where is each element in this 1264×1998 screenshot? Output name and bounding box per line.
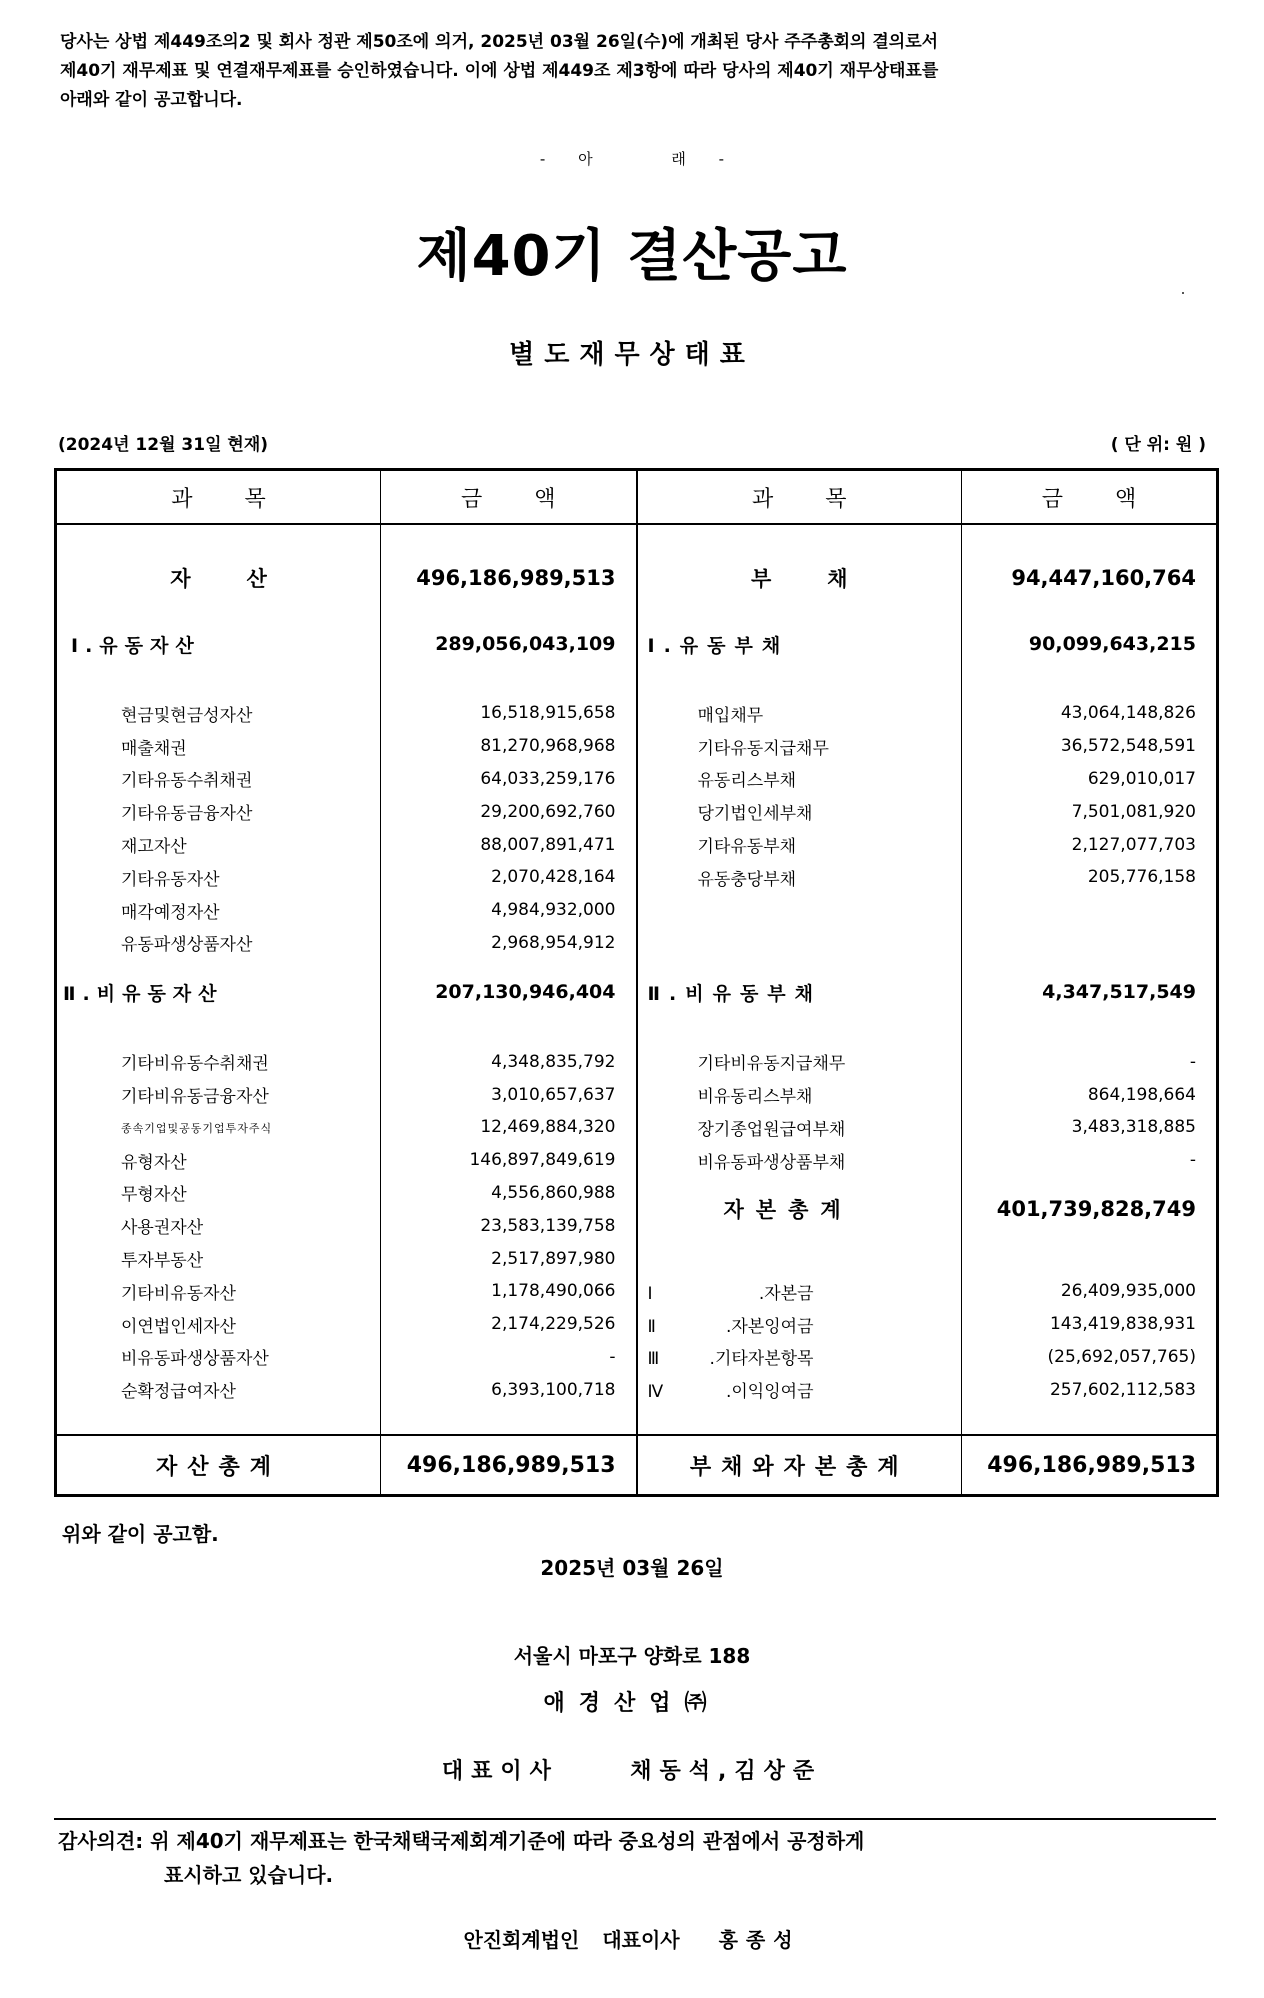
- sheet-title: 별도재무상태표: [509, 340, 755, 370]
- current-assets-amount: 289,056,043,109: [381, 611, 637, 677]
- header-amount: 금액: [381, 470, 637, 525]
- company-address: 서울시 마포구 양화로 188: [513, 1644, 751, 1668]
- account-amount: 23,583,139,758: [381, 1209, 637, 1242]
- table-row: [56, 1242, 1218, 1275]
- account-amount: 64,033,259,176: [381, 763, 637, 796]
- account-amount: 2,517,897,980: [381, 1242, 637, 1275]
- assets-label: 자산: [170, 567, 323, 591]
- page-title: 제40기 결산공고: [416, 224, 848, 289]
- account-amount: 26,409,935,000: [962, 1275, 1218, 1308]
- account-amount: 257,602,112,583: [962, 1373, 1218, 1406]
- account-label: 비유동파생상품부채: [637, 1144, 962, 1177]
- account-amount: 3,010,657,637: [381, 1078, 637, 1111]
- account-label: Ⅰ.자본금: [637, 1275, 962, 1308]
- account-amount: 146,897,849,619: [381, 1144, 637, 1177]
- account-amount: 4,348,835,792: [381, 1045, 637, 1078]
- intro-line: 아래와 같이 공고합니다.: [60, 90, 243, 110]
- table-row: [56, 1275, 1218, 1308]
- auditor-firm: 안진회계법인: [463, 1928, 580, 1952]
- liabilities-total: 94,447,160,764: [962, 545, 1218, 611]
- account-label: 순확정급여자산: [121, 1382, 236, 1403]
- table-row: [56, 1144, 1218, 1177]
- noncurrent-liabilities-amount: 4,347,517,549: [962, 959, 1218, 1025]
- equity-amount: 401,739,828,749: [962, 1177, 1218, 1243]
- account-amount: 205,776,158: [962, 861, 1218, 894]
- as-of-date: (2024년 12월 31일 현재): [58, 435, 269, 455]
- total-liab-equity-amount: 496,186,989,513: [962, 1435, 1218, 1496]
- account-label: 기타비유동금융자산: [121, 1087, 269, 1108]
- account-label: 당기법인세부채: [637, 795, 962, 828]
- company-name: 애경산업㈜: [543, 1691, 721, 1716]
- table-row: [56, 763, 1218, 796]
- account-label: 유동충당부채: [637, 861, 962, 894]
- sub-marker-char: 래: [671, 150, 686, 168]
- account-amount: 2,968,954,912: [381, 927, 637, 960]
- intro-paragraph: [60, 28, 1180, 115]
- table-header-row: [56, 470, 1218, 525]
- intro-line: 당사는 상법 제449조의2 및 회사 정관 제50조에 의거, 2025년 03월 26일(수)에 개최된 당사 주주총회의 결의로서: [60, 32, 939, 52]
- account-amount: 4,984,932,000: [381, 894, 637, 927]
- account-label: 사용권자산: [121, 1218, 204, 1239]
- account-label: 유동리스부채: [637, 763, 962, 796]
- table-row: [56, 611, 1218, 677]
- account-amount: 2,174,229,526: [381, 1308, 637, 1341]
- table-row: [56, 1373, 1218, 1406]
- table-row: [56, 1177, 1218, 1210]
- account-label: Ⅱ.자본잉여금: [637, 1308, 962, 1341]
- account-amount: 81,270,968,968: [381, 730, 637, 763]
- account-label: 장기종업원급여부채: [637, 1111, 962, 1144]
- ceo-label: 대표이사: [441, 1759, 559, 1784]
- totals-row: [56, 1435, 1218, 1496]
- table-row: [56, 894, 1218, 927]
- account-label: 무형자산: [121, 1185, 187, 1206]
- account-amount: 2,070,428,164: [381, 861, 637, 894]
- publication-date: 2025년 03월 26일: [540, 1556, 724, 1580]
- account-label: 유형자산: [121, 1152, 187, 1173]
- table-row: [56, 697, 1218, 730]
- noncurrent-liabilities-label: Ⅱ.비유동부채: [637, 959, 962, 1025]
- total-assets-label: 자산총계: [56, 1435, 381, 1496]
- account-label: 매입채무: [637, 697, 962, 730]
- current-liabilities-label: Ⅰ.유동부채: [637, 611, 962, 677]
- account-amount: 864,198,664: [962, 1078, 1218, 1111]
- total-liab-equity-label: 부채와자본총계: [637, 1435, 962, 1496]
- account-label: 기타비유동수취채권: [121, 1054, 269, 1075]
- stray-dot: [1182, 292, 1184, 294]
- table-row: [56, 1341, 1218, 1374]
- header-account: 과목: [637, 470, 962, 525]
- sub-marker-dash: -: [718, 150, 725, 168]
- account-amount: 29,200,692,760: [381, 795, 637, 828]
- liabilities-label: 부채: [637, 545, 962, 611]
- audit-label: 감사의견:: [58, 1829, 144, 1853]
- account-label: 기타유동수취채권: [121, 771, 253, 792]
- account-amount: 36,572,548,591: [962, 730, 1218, 763]
- closing-statement: 위와 같이 공고함.: [62, 1522, 219, 1546]
- table-row: [56, 1308, 1218, 1341]
- account-label: 유동파생상품자산: [121, 935, 253, 956]
- account-label: 기타유동부채: [637, 828, 962, 861]
- audit-text: 표시하고 있습니다.: [164, 1863, 334, 1887]
- account-amount: 12,469,884,320: [381, 1111, 637, 1144]
- assets-total: 496,186,989,513: [381, 545, 637, 611]
- sub-marker-dash: -: [539, 150, 546, 168]
- account-label: 종속기업및공동기업투자주식: [121, 1122, 273, 1136]
- header-account: 과목: [56, 470, 381, 525]
- account-label: Ⅲ.기타자본항목: [637, 1341, 962, 1374]
- equity-label: 자본총계: [637, 1177, 962, 1243]
- table-row: [56, 730, 1218, 763]
- account-amount: 88,007,891,471: [381, 828, 637, 861]
- account-amount: 3,483,318,885: [962, 1111, 1218, 1144]
- account-label: 매출채권: [121, 738, 187, 759]
- table-row: [56, 927, 1218, 960]
- account-label: 기타비유동자산: [121, 1283, 236, 1304]
- table-row: [56, 959, 1218, 1025]
- account-amount: -: [381, 1341, 637, 1374]
- account-label: Ⅳ.이익잉여금: [637, 1373, 962, 1406]
- account-amount: -: [962, 1045, 1218, 1078]
- table-row: [56, 828, 1218, 861]
- account-label: 기타유동지급채무: [637, 730, 962, 763]
- ceo-line: [0, 1754, 1264, 1785]
- header-amount: 금액: [962, 470, 1218, 525]
- account-amount: (25,692,057,765): [962, 1341, 1218, 1374]
- account-amount: 2,127,077,703: [962, 828, 1218, 861]
- auditor-signature: [0, 1924, 1264, 1953]
- account-amount: 629,010,017: [962, 763, 1218, 796]
- account-label: 기타비유동지급채무: [637, 1045, 962, 1078]
- ceo-names: 채동석,김상준: [630, 1759, 823, 1784]
- account-label: 기타유동금융자산: [121, 804, 253, 825]
- account-label: 비유동리스부채: [637, 1078, 962, 1111]
- auditor-title: 대표이사: [602, 1928, 680, 1952]
- noncurrent-assets-label: Ⅱ.비유동자산: [63, 982, 224, 1005]
- table-row: [56, 1045, 1218, 1078]
- account-label: 기타유동자산: [121, 869, 220, 890]
- account-amount: -: [962, 1144, 1218, 1177]
- account-amount: 1,178,490,066: [381, 1275, 637, 1308]
- sub-marker-char: 아: [578, 150, 593, 168]
- account-label: 현금및현금성자산: [121, 705, 253, 726]
- table-row: [56, 1111, 1218, 1144]
- table-row: [56, 545, 1218, 611]
- table-row: [56, 1078, 1218, 1111]
- current-liabilities-amount: 90,099,643,215: [962, 611, 1218, 677]
- account-label: 투자부동산: [121, 1251, 204, 1272]
- total-assets-amount: 496,186,989,513: [381, 1435, 637, 1496]
- intro-line: 제40기 재무제표 및 연결재무제표를 승인하였습니다. 이에 상법 제449조 제3항에 따라 당사의 제40기 재무상태표를: [60, 61, 939, 81]
- account-label: 매각예정자산: [121, 902, 220, 923]
- unit-label: ( 단 위: 원 ): [1110, 435, 1206, 455]
- sub-marker: [0, 148, 1264, 169]
- divider: [54, 1818, 1216, 1820]
- account-amount: 16,518,915,658: [381, 697, 637, 730]
- account-label: 이연법인세자산: [121, 1316, 236, 1337]
- noncurrent-assets-amount: 207,130,946,404: [381, 959, 637, 1025]
- account-amount: 43,064,148,826: [962, 697, 1218, 730]
- table-row: [56, 861, 1218, 894]
- audit-text: 위 제40기 재무제표는 한국채택국제회계기준에 따라 중요성의 관점에서 공정하게: [150, 1829, 865, 1853]
- current-assets-label: Ⅰ.유동자산: [71, 634, 201, 657]
- account-label: 비유동파생상품자산: [121, 1349, 269, 1370]
- account-amount: 7,501,081,920: [962, 795, 1218, 828]
- table-row: [56, 795, 1218, 828]
- auditor-name: 홍종성: [718, 1928, 801, 1952]
- account-amount: 6,393,100,718: [381, 1373, 637, 1406]
- account-label: 재고자산: [121, 837, 187, 858]
- balance-sheet-table: [54, 468, 1219, 1497]
- account-amount: 4,556,860,988: [381, 1177, 637, 1210]
- audit-opinion: [58, 1824, 1198, 1892]
- account-amount: 143,419,838,931: [962, 1308, 1218, 1341]
